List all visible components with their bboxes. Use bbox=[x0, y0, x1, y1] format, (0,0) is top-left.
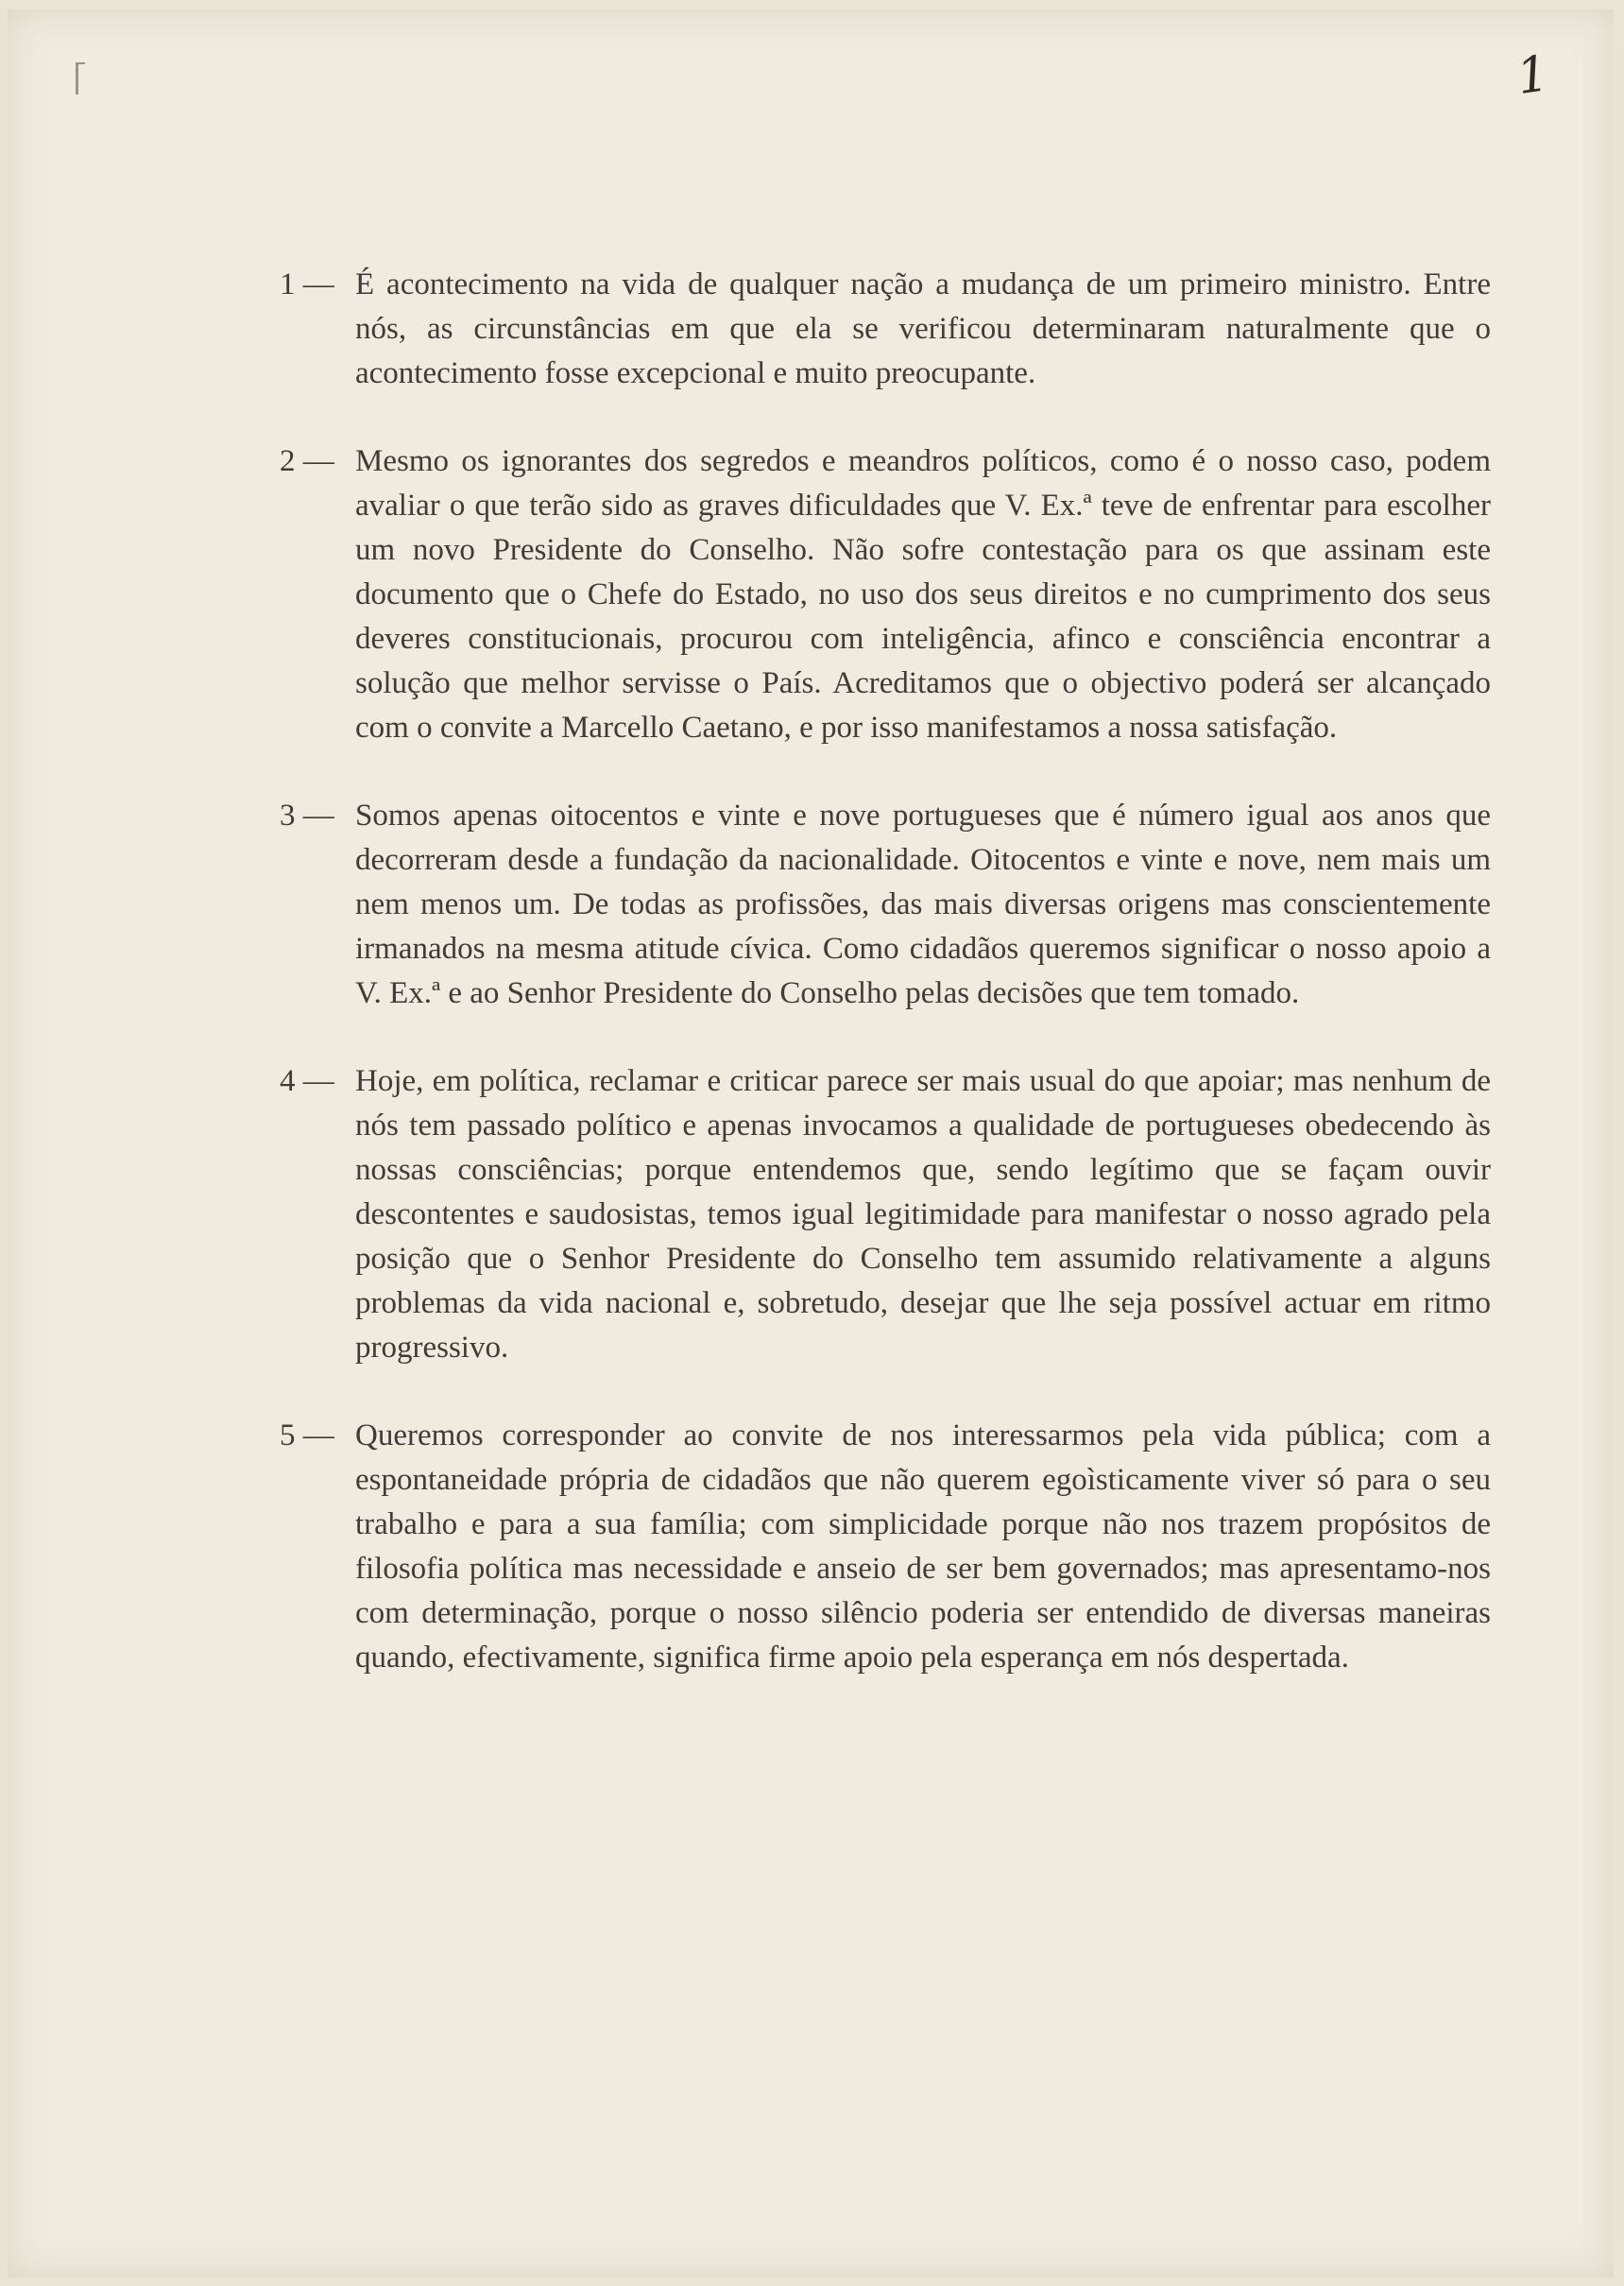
paragraph-text: Somos apenas oitocentos e vinte e nove portugueses que é número igual aos anos que decorreram desde a fundação da nacionalidade. Oitocentos e vinte e nove, nem mais um nem menos um. De todas as profissões, das mais diversas origens mas conscientemente irmanados na mesma atitude cívica. Como cidadãos queremos significar o nosso apoio a V. Ex.ª e ao Senhor Presidente do Conselho pelas decisões que tem tomado. bbox=[355, 799, 1491, 1010]
paragraph-text: Hoje, em política, reclamar e criticar parece ser mais usual do que apoiar; mas nenhum de nós tem passado político e apenas invocamos a qualidade de portugueses obedecendo às nossas consciências; porque entendemos que, sendo legítimo que se façam ouvir descontentes e saudosistas, temos igual legitimidade para manifestar o nosso agrado pela posição que o Senhor Presidente do Conselho tem assumido relativamente a alguns problemas da vida nacional e, sobretudo, desejar que lhe seja possível actuar em ritmo progressivo. bbox=[355, 1064, 1491, 1365]
paragraph-text: Mesmo os ignorantes dos segredos e meandros políticos, como é o nosso caso, podem avaliar o que terão sido as graves dificuldades que V. Ex.ª teve de enfrentar para escolher um novo Presidente do Conselho. Não sofre contestação para os que assinam este documento que o Chefe do Estado, no uso dos seus direitos e no cumprimento dos seus deveres constitucionais, procurou com inteligência, afinco e consciência encontrar a solução que melhor servisse o País. Acreditamos que o objectivo poderá ser alcançado com o convite a Marcello Caetano, e por isso manifestamos a nossa satisfação. bbox=[355, 444, 1491, 745]
paragraph-number: 4 — bbox=[280, 1064, 334, 1098]
paragraph-2 bbox=[282, 439, 1491, 750]
paragraph-3 bbox=[282, 794, 1491, 1016]
paragraph-number: 3 — bbox=[280, 799, 334, 833]
handwritten-page-number: 1 bbox=[1513, 44, 1553, 107]
document-body bbox=[282, 263, 1491, 1724]
paragraph-4 bbox=[282, 1059, 1491, 1370]
document-page bbox=[8, 9, 1614, 2277]
paragraph-1 bbox=[282, 263, 1491, 396]
paragraph-number: 5 — bbox=[280, 1418, 334, 1452]
paragraph-5 bbox=[282, 1414, 1491, 1680]
paragraph-text: Queremos corresponder ao convite de nos interessarmos pela vida pública; com a espontaneidade própria de cidadãos que não querem egoìsticamente viver só para o seu trabalho e para a sua família; com simplicidade porque não nos trazem propósitos de filosofia política mas necessidade e anseio de ser bem governados; mas apresentamo-nos com determinação, porque o nosso silêncio poderia ser entendido de diversas maneiras quando, efectivamente, significa firme apoio pela esperança em nós despertada. bbox=[355, 1418, 1491, 1675]
paragraph-number: 2 — bbox=[280, 444, 334, 478]
corner-mark bbox=[76, 62, 78, 95]
paragraph-text: É acontecimento na vida de qualquer nação a mudança de um primeiro ministro. Entre nós, as circunstâncias em que ela se verificou determinaram naturalmente que o acontecimento fosse excepcional e muito preocupante. bbox=[355, 267, 1491, 390]
paragraph-number: 1 — bbox=[280, 267, 334, 301]
